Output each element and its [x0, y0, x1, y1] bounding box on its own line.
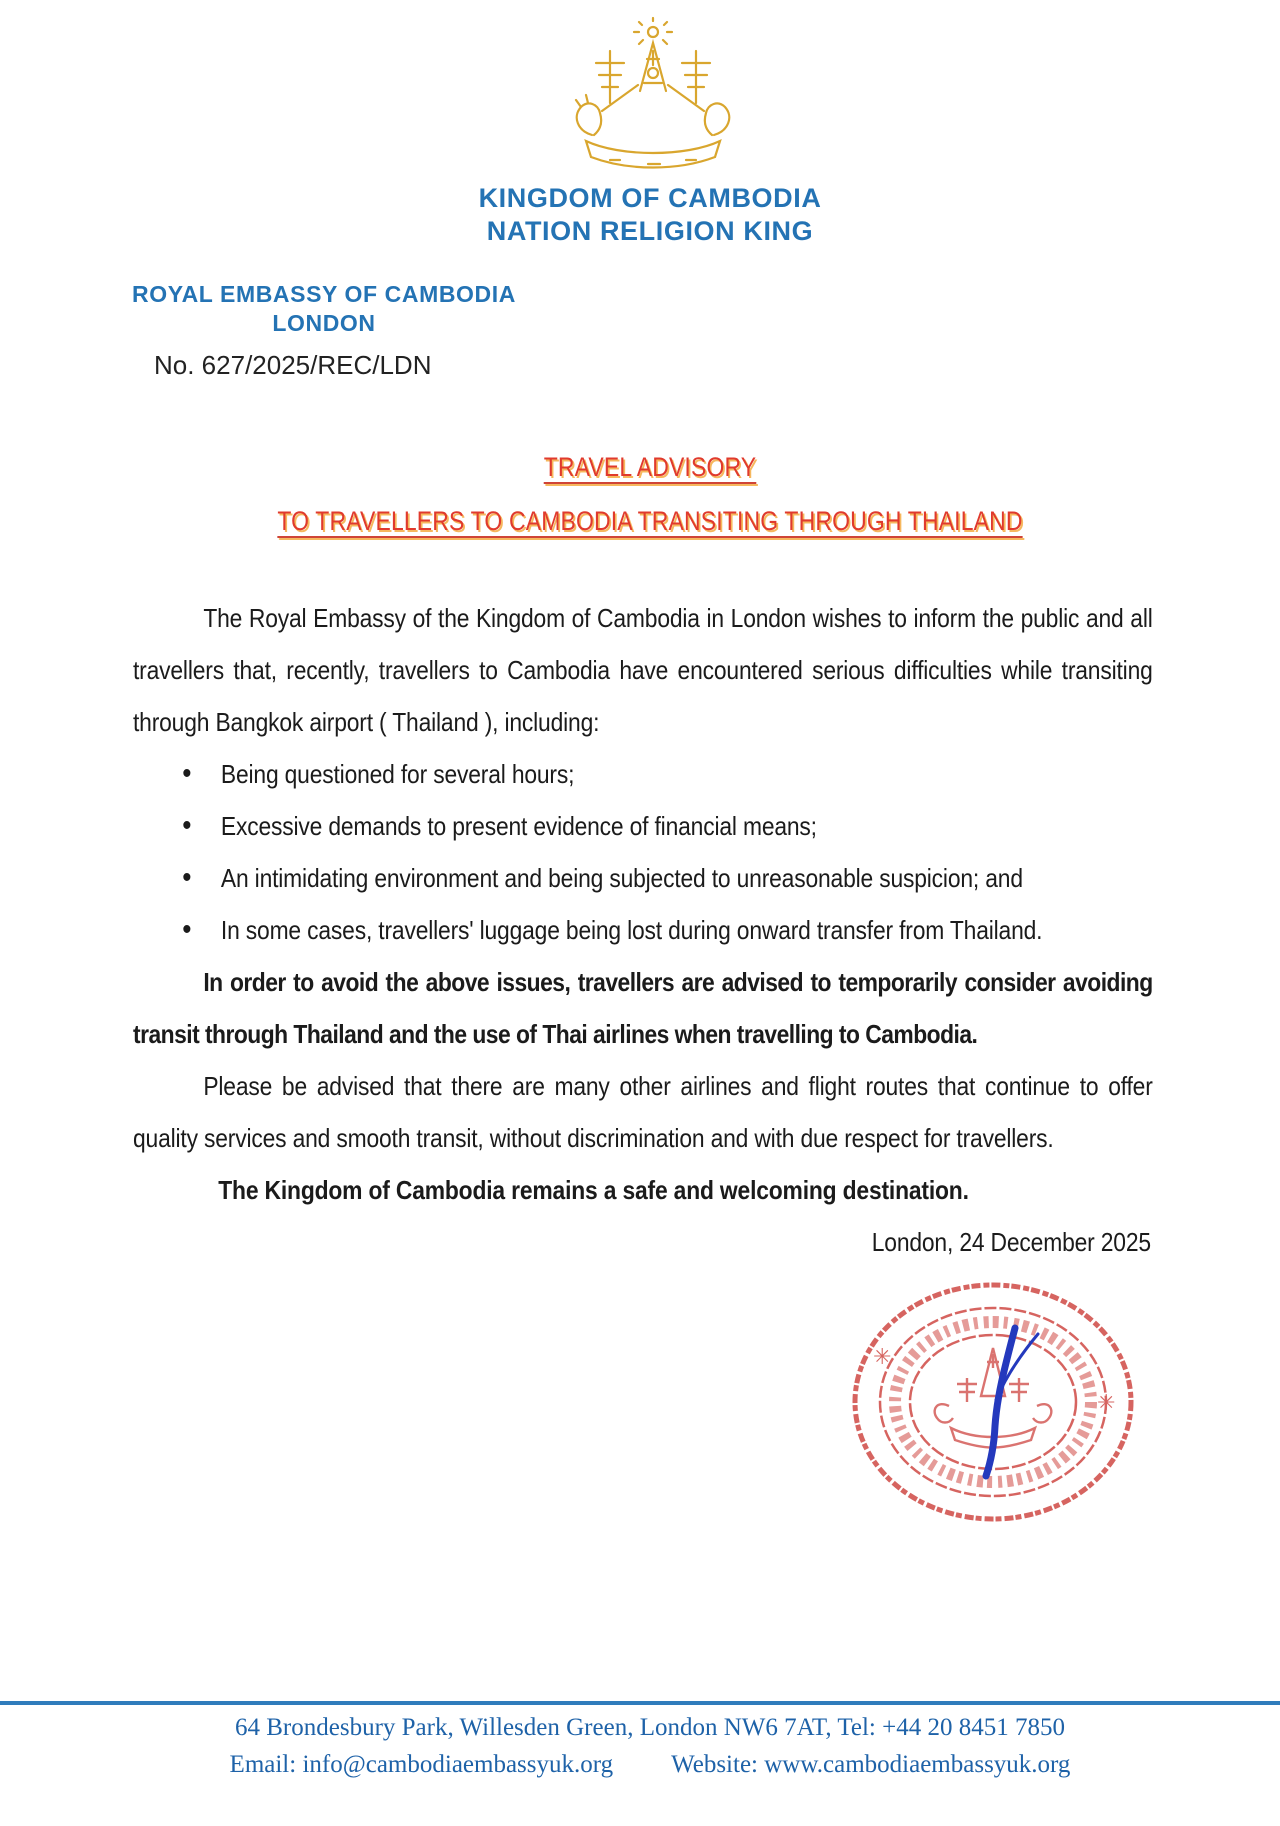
- advisory-title-text: TRAVEL ADVISORY: [543, 452, 757, 482]
- footer-website[interactable]: Website: www.cambodiaembassyuk.org: [671, 1751, 1071, 1778]
- motto-line: NATION RELIGION KING: [486, 216, 814, 246]
- footer-contacts: [10, 1751, 1280, 1779]
- kingdom-header: [20, 182, 1280, 248]
- letter-body: [133, 592, 1153, 1268]
- issues-list: [133, 748, 1153, 956]
- kingdom-line: KINGDOM OF CAMBODIA: [478, 183, 822, 213]
- paragraph-intro: The Royal Embassy of the Kingdom of Cambodia in London wishes to inform the public and all travellers that, recently, travellers to Cambodia have encountered serious difficulties while transiting through Bangkok airport ( Thailand ), including:: [133, 603, 1153, 737]
- cambodia-royal-arms-emblem: [558, 16, 748, 180]
- advisory-subtitle-text: TO TRAVELLERS TO CAMBODIA TRANSITING THROUGH THAILAND: [277, 506, 1023, 536]
- embassy-name: ROYAL EMBASSY OF CAMBODIA: [132, 281, 516, 307]
- advisory-subtitle: [115, 506, 1186, 537]
- list-item: • Being questioned for several hours;: [133, 748, 1153, 800]
- dateline: London, 24 December 2025: [871, 1227, 1151, 1257]
- closing-statement: The Kingdom of Cambodia remains a safe and welcoming destination.: [218, 1175, 969, 1205]
- list-item: • An intimidating environment and being subjected to unreasonable suspicion; and: [133, 852, 1153, 904]
- footer-address: 64 Brondesbury Park, Willesden Green, London NW6 7AT, Tel: +44 20 8451 7850: [235, 1714, 1065, 1741]
- footer-divider: [0, 1701, 1280, 1705]
- embassy-header: [78, 280, 570, 338]
- svg-text:✳: ✳: [873, 1344, 892, 1369]
- embassy-city: LONDON: [272, 310, 376, 336]
- embassy-seal-stamp: [845, 1278, 1137, 1530]
- paragraph-alternatives: Please be advised that there are many other airlines and flight routes that continue to offer quality services and smooth transit, without discrimination and with due respect for travellers.: [133, 1071, 1153, 1153]
- advisory-title: [115, 452, 1186, 483]
- footer-email[interactable]: Email: info@cambodiaembassyuk.org: [229, 1751, 614, 1778]
- list-item: • In some cases, travellers' luggage being lost during onward transfer from Thailand.: [133, 904, 1153, 956]
- paragraph-advice: In order to avoid the above issues, travellers are advised to temporarily consider avoiding transit through Thailand and the use of Thai airlines when travelling to Cambodia.: [133, 967, 1153, 1049]
- list-item: • Excessive demands to present evidence of financial means;: [133, 800, 1153, 852]
- svg-text:✳: ✳: [1097, 1390, 1116, 1415]
- reference-number: No. 627/2025/REC/LDN: [154, 350, 432, 380]
